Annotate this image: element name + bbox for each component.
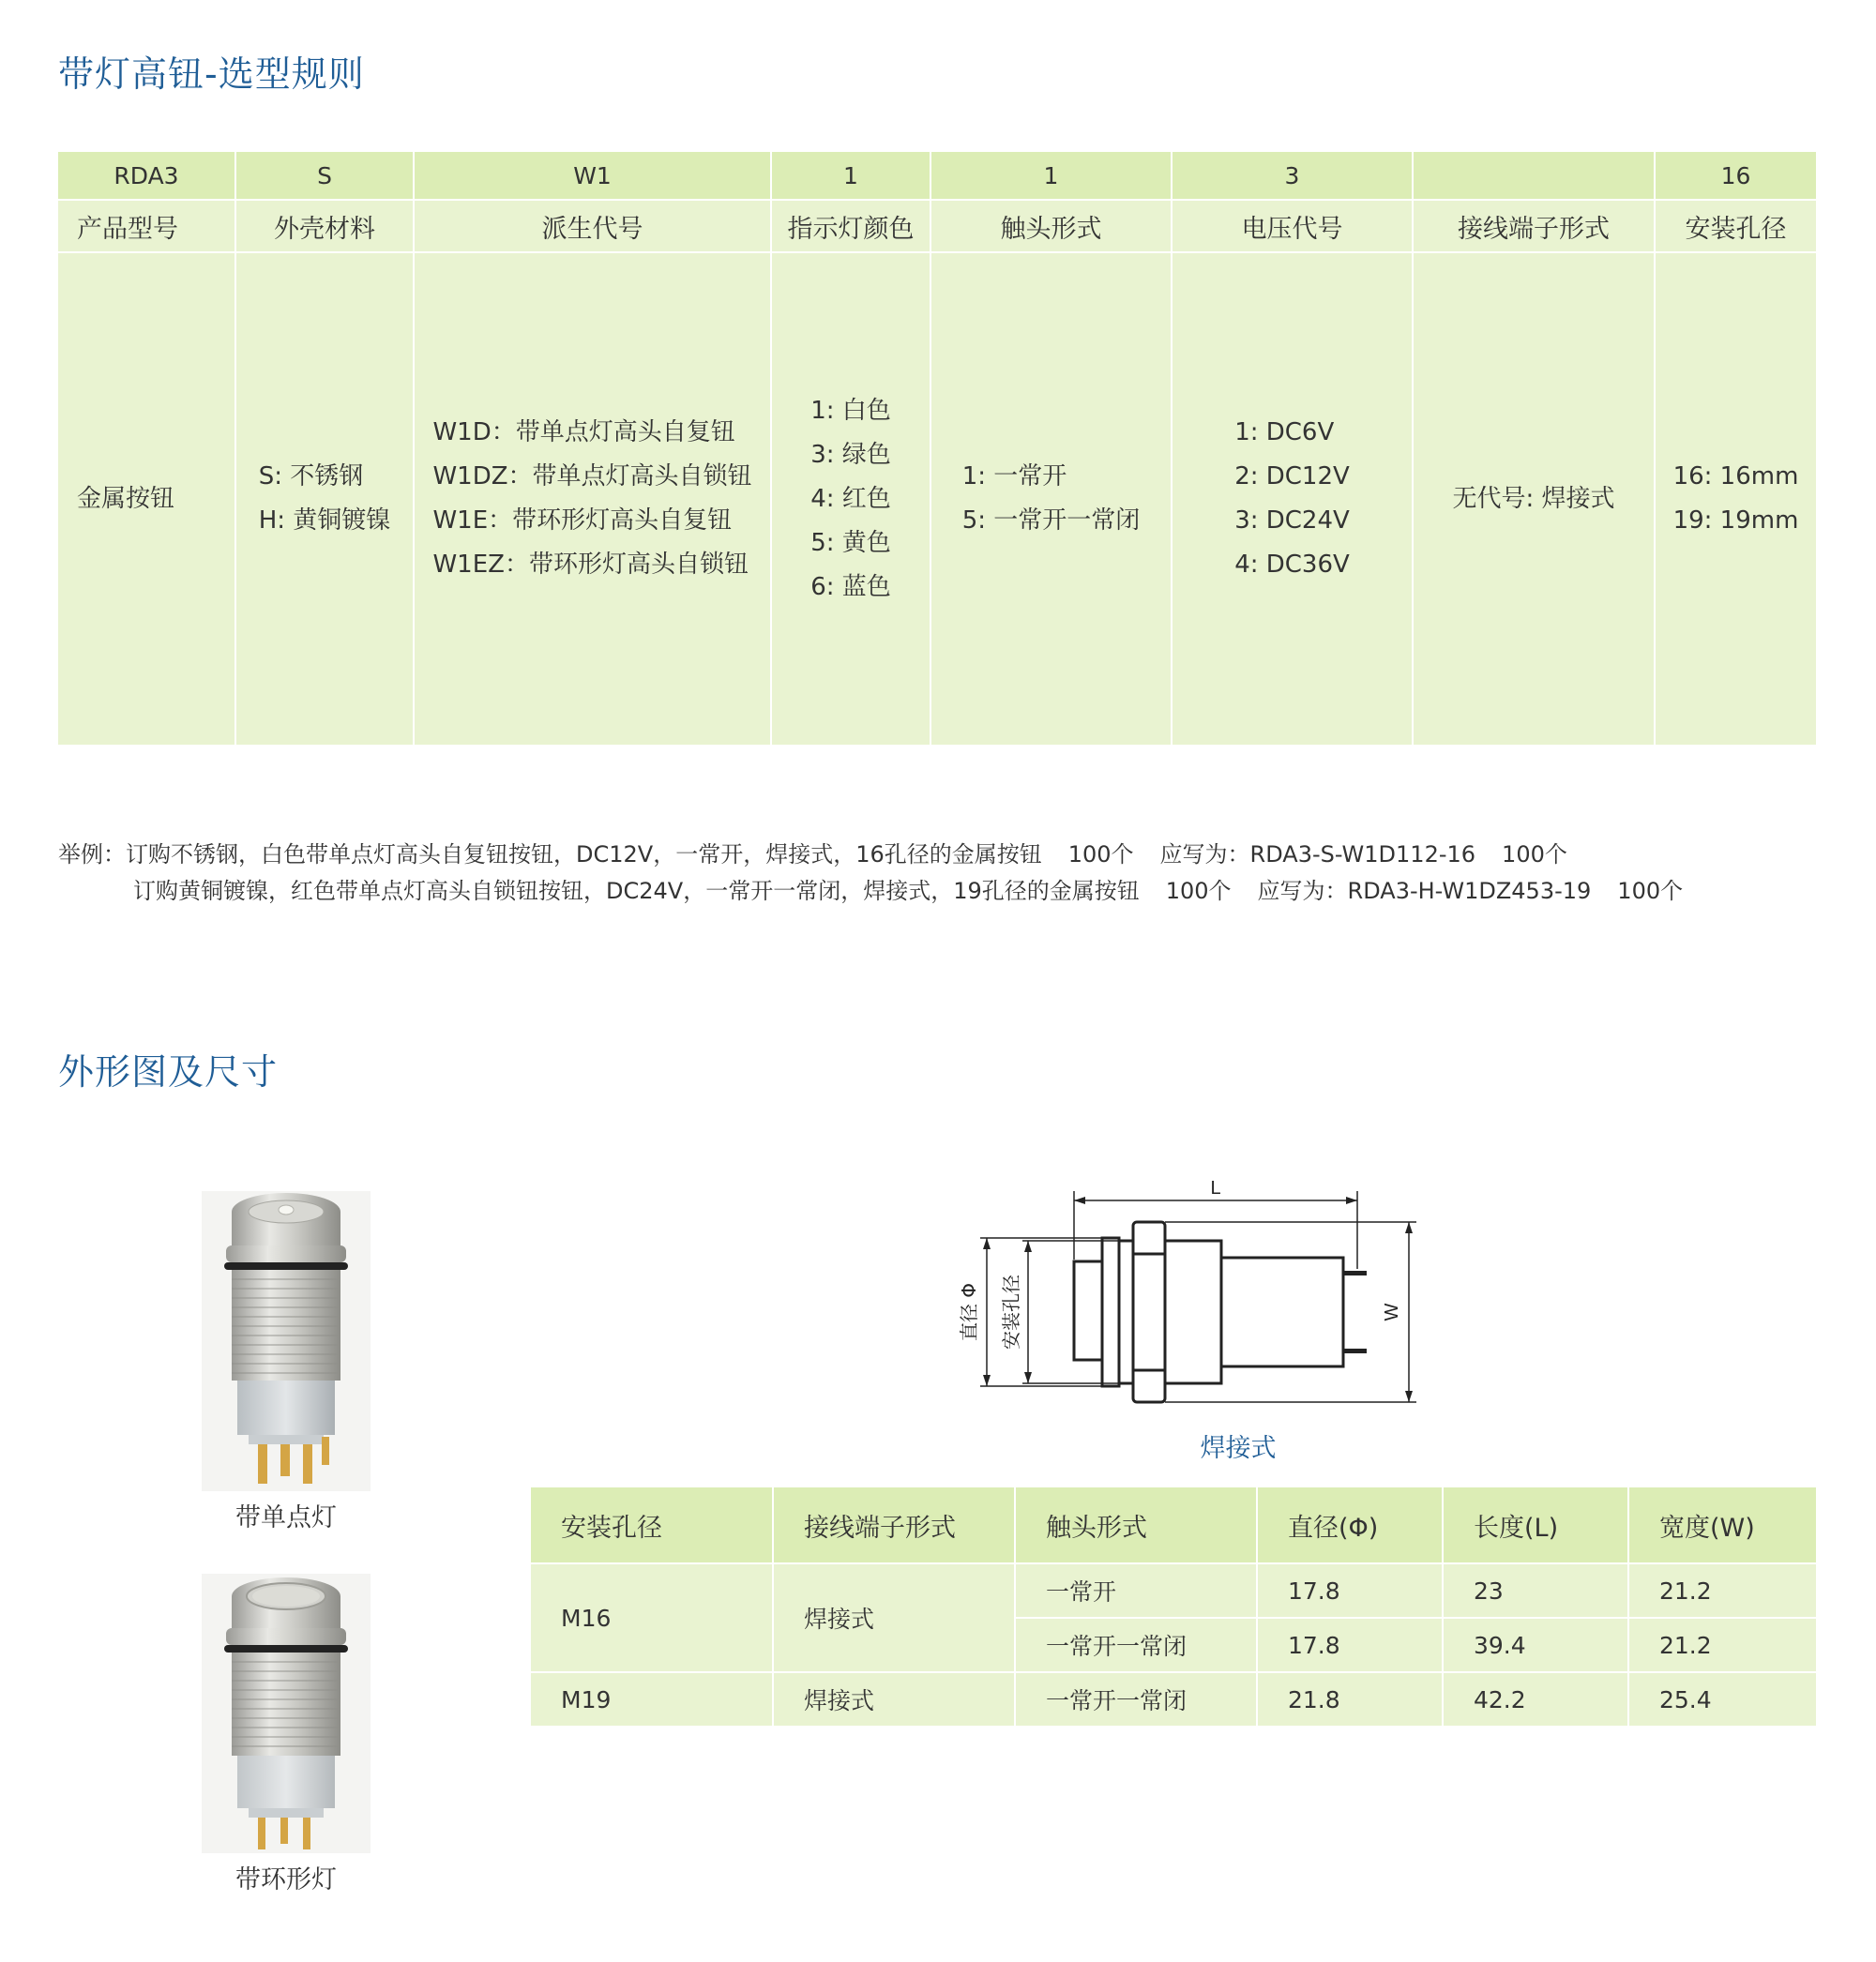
contact-options <box>930 252 1172 745</box>
code-cell: 1 <box>771 152 930 200</box>
label-cell: 接线端子形式 <box>1413 200 1655 252</box>
label-cell: 安装孔径 <box>1655 200 1816 252</box>
label-cell: 外壳材料 <box>235 200 414 252</box>
option-item: 2: DC12V <box>1234 462 1350 490</box>
hole-cell: M16 <box>531 1563 773 1672</box>
option-item: W1D：带单点灯高头自复钮 <box>432 418 735 446</box>
code-cell: 3 <box>1172 152 1413 200</box>
code-cell: 16 <box>1655 152 1816 200</box>
option-item: 1: 一常开 <box>961 462 1067 490</box>
drawing-label-hole: 安装孔径 <box>1000 1275 1022 1350</box>
diameter-cell: 21.8 <box>1257 1672 1443 1727</box>
dimension-header-row <box>531 1487 1816 1563</box>
label-cell: 派生代号 <box>414 200 771 252</box>
option-item: 5: 一常开一常闭 <box>961 506 1141 535</box>
selection-table <box>58 152 1816 745</box>
terminal-cell: 焊接式 <box>773 1672 1015 1727</box>
drawing-caption: 焊接式 <box>1200 1434 1277 1463</box>
example-line-1 <box>58 837 1683 873</box>
column-header: 长度(L) <box>1443 1487 1628 1563</box>
option-item: 19: 19mm <box>1672 506 1799 535</box>
example-qty: 100个 <box>1165 878 1232 904</box>
option-item: W1DZ：带单点灯高头自锁钮 <box>432 462 752 490</box>
column-header: 直径(Φ) <box>1257 1487 1443 1563</box>
option-item: H: 黄铜镀镍 <box>258 506 391 535</box>
example-code: RDA3-H-W1DZ453-19 <box>1347 878 1592 904</box>
code-cell <box>1413 152 1655 200</box>
options-row <box>58 252 1816 745</box>
hole-cell: M19 <box>531 1672 773 1727</box>
column-header: 宽度(W) <box>1628 1487 1816 1563</box>
single-point-light-button-photo <box>202 1191 371 1491</box>
contact-cell: 一常开一常闭 <box>1015 1672 1257 1727</box>
example-qty: 100个 <box>1067 841 1134 868</box>
width-cell: 21.2 <box>1628 1618 1816 1672</box>
label-cell: 指示灯颜色 <box>771 200 930 252</box>
option-item: S: 不锈钢 <box>258 462 364 490</box>
label-cell: 电压代号 <box>1172 200 1413 252</box>
code-cell: RDA3 <box>58 152 235 200</box>
drawing-label-w: W <box>1382 1303 1402 1321</box>
terminal-cell: 焊接式 <box>773 1563 1015 1672</box>
option-item: 3: DC24V <box>1234 506 1350 535</box>
label-cell: 触头形式 <box>930 200 1172 252</box>
table-row <box>531 1672 1816 1727</box>
example-qty2: 100个 <box>1502 841 1567 868</box>
option-item: 5: 黄色 <box>810 528 891 557</box>
example-write-label: 应写为： <box>1257 878 1348 904</box>
terminal-options <box>1413 252 1655 745</box>
option-item: 16: 16mm <box>1672 462 1799 490</box>
product-options <box>58 252 235 745</box>
length-cell: 39.4 <box>1443 1618 1628 1672</box>
example-prefix: 举例： <box>58 841 126 868</box>
selection-title: 带灯高钮-选型规则 <box>58 53 365 95</box>
drawing-label-l: L <box>1210 1178 1221 1199</box>
example-qty2: 100个 <box>1617 878 1684 904</box>
dimension-table <box>531 1487 1816 1728</box>
dimension-drawing <box>947 1177 1435 1421</box>
option-item: 4: 红色 <box>810 484 891 513</box>
contact-cell: 一常开一常闭 <box>1015 1618 1257 1672</box>
width-cell: 21.2 <box>1628 1563 1816 1618</box>
photo1-caption: 带单点灯 <box>235 1503 337 1532</box>
shell-options <box>235 252 414 745</box>
photo2-caption: 带环形灯 <box>235 1865 337 1894</box>
example-desc: 订购黄铜镀镍，红色带单点灯高头自锁钮按钮，DC24V，一常开一常闭，焊接式，19孔径的金属按钮 <box>133 878 1140 904</box>
option-item: 无代号: 焊接式 <box>1452 484 1615 513</box>
order-examples <box>58 837 1683 910</box>
column-header: 触头形式 <box>1015 1487 1257 1563</box>
dimensions-title: 外形图及尺寸 <box>58 1051 279 1093</box>
option-item: 4: DC36V <box>1234 551 1350 579</box>
drawing-label-diameter: 直径 Φ <box>958 1282 980 1342</box>
label-cell: 产品型号 <box>58 200 235 252</box>
column-header: 安装孔径 <box>531 1487 773 1563</box>
derivative-options <box>414 252 771 745</box>
contact-cell: 一常开 <box>1015 1563 1257 1618</box>
example-write-label: 应写为： <box>1159 841 1250 868</box>
code-cell: S <box>235 152 414 200</box>
code-cell: 1 <box>930 152 1172 200</box>
option-item: W1EZ：带环形灯高头自锁钮 <box>432 551 749 579</box>
hole-options <box>1655 252 1816 745</box>
ring-light-button-photo <box>202 1574 371 1853</box>
label-row <box>58 200 1816 252</box>
length-cell: 23 <box>1443 1563 1628 1618</box>
option-item: 金属按钮 <box>77 484 175 513</box>
column-header: 接线端子形式 <box>773 1487 1015 1563</box>
example-line-2 <box>58 873 1683 910</box>
example-code: RDA3-S-W1D112-16 <box>1249 841 1476 868</box>
light-color-options <box>771 252 930 745</box>
length-cell: 42.2 <box>1443 1672 1628 1727</box>
width-cell: 25.4 <box>1628 1672 1816 1727</box>
option-item: 1: DC6V <box>1234 418 1335 446</box>
option-item: 6: 蓝色 <box>810 572 891 601</box>
code-cell: W1 <box>414 152 771 200</box>
code-row <box>58 152 1816 200</box>
diameter-cell: 17.8 <box>1257 1563 1443 1618</box>
voltage-options <box>1172 252 1413 745</box>
diameter-cell: 17.8 <box>1257 1618 1443 1672</box>
option-item: 3: 绿色 <box>810 440 891 469</box>
option-item: 1: 白色 <box>810 396 891 425</box>
option-item: W1E：带环形灯高头自复钮 <box>432 506 733 535</box>
example-desc: 订购不锈钢，白色带单点灯高头自复钮按钮，DC12V，一常开，焊接式，16孔径的金属按钮 <box>126 841 1042 868</box>
table-row <box>531 1563 1816 1618</box>
